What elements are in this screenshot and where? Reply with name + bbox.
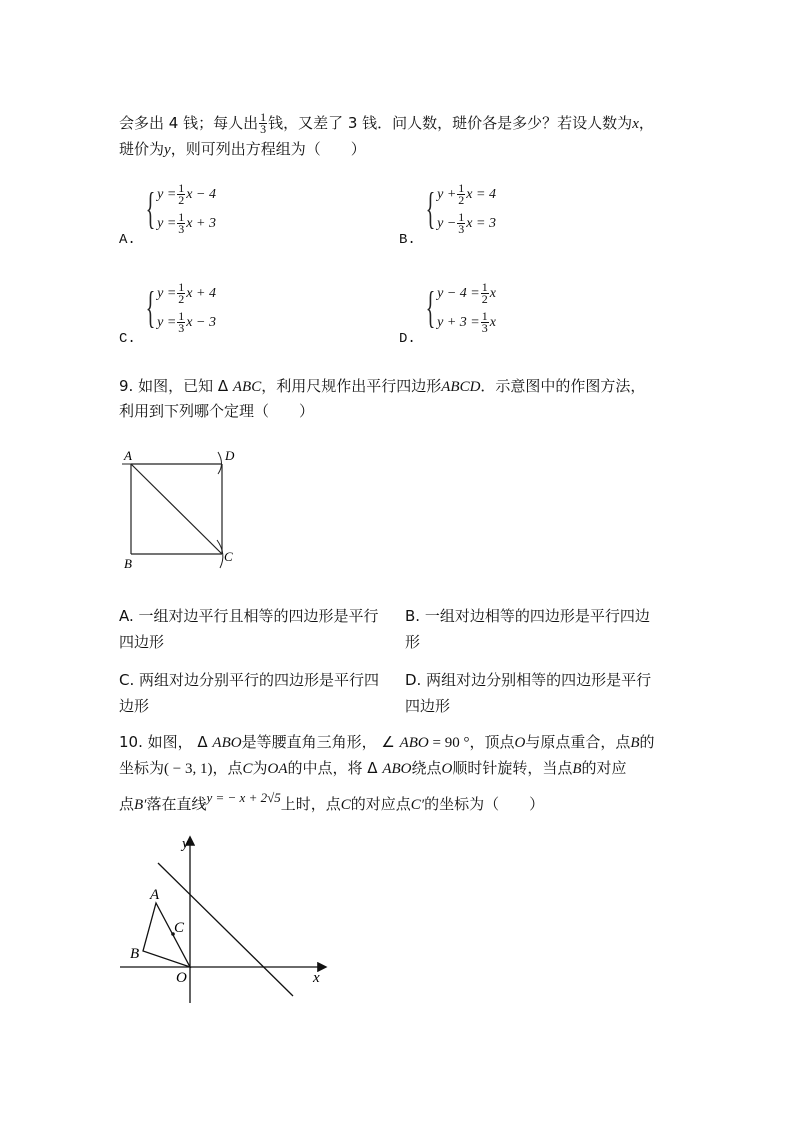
equation: y − 4 = $\frac{1}{2}$ x bbox=[437, 280, 496, 306]
q8-text: 会多出 4 钱；每人出 bbox=[119, 114, 259, 132]
q9-option-d: D. 两组对边分别相等的四边形是平行 四边形 bbox=[405, 671, 652, 715]
q8-option-equation-system bbox=[140, 282, 216, 334]
q9-option-a: A. 一组对边平行且相等的四边形是平行 四边形 bbox=[119, 607, 379, 651]
label-C: C bbox=[224, 549, 233, 564]
equation: y − $\frac{1}{3}$ x = 3 bbox=[437, 210, 496, 236]
label-x: x bbox=[313, 970, 320, 986]
q10-line-1: 10. 如图， Δ ABO是等腰直角三角形， ∠ ABO = 90 °，顶点O与原点重合，点B的 bbox=[119, 733, 655, 751]
q10-line-3: 点B′落在直线y = − x + 2√5上时，点C的对应点C′的坐标为（ ） bbox=[119, 790, 545, 813]
label-A: A bbox=[124, 448, 132, 463]
q9-option-c: C. 两组对边分别平行的四边形是平行四 边形 bbox=[119, 671, 380, 715]
label-y: y bbox=[182, 836, 189, 852]
line-equation: y = − x + 2√5 bbox=[206, 790, 281, 805]
brace: { bbox=[145, 184, 156, 233]
label-B: B bbox=[124, 556, 132, 571]
fraction: $\frac{1}{2}$ bbox=[178, 181, 185, 207]
equation: y = $\frac{1}{3}$ x + 3 bbox=[157, 210, 216, 236]
equation: y + $\frac{1}{2}$ x = 4 bbox=[437, 181, 496, 207]
q8-line-2: 琎价为y，则可列出方程组为（ ） bbox=[119, 140, 366, 158]
fraction: $\frac{1}{2}$ bbox=[481, 280, 488, 306]
fraction: $\frac{1}{2}$ bbox=[178, 280, 185, 306]
q8-option-label: D. bbox=[399, 331, 416, 347]
brace: { bbox=[145, 283, 156, 332]
q8-option-label: A. bbox=[119, 232, 136, 248]
q9-line-1: 9. 如图，已知 Δ ABC，利用尺规作出平行四边形ABCD．示意图中的作图方法， bbox=[119, 377, 646, 395]
q8-option-equation-system bbox=[420, 183, 496, 235]
fraction: $\frac{1}{3}$ bbox=[260, 110, 267, 136]
label-D: D bbox=[225, 448, 235, 463]
q8-option-equation-system bbox=[140, 183, 216, 235]
fraction: $\frac{1}{3}$ bbox=[178, 309, 185, 335]
equation: y = $\frac{1}{3}$ x − 3 bbox=[157, 309, 216, 335]
label-C: C bbox=[174, 920, 185, 936]
q9-line-2: 利用到下列哪个定理（ ） bbox=[119, 402, 315, 420]
equation: y = $\frac{1}{2}$ x + 4 bbox=[157, 280, 216, 306]
q8-option-label: B. bbox=[399, 232, 416, 248]
coordinate-figure bbox=[110, 828, 340, 1008]
label-O: O bbox=[176, 970, 187, 986]
equation: y = $\frac{1}{2}$ x − 4 bbox=[157, 181, 216, 207]
parallelogram-figure bbox=[110, 440, 250, 575]
fraction: $\frac{1}{3}$ bbox=[458, 210, 465, 236]
fraction: $\frac{1}{3}$ bbox=[481, 309, 488, 335]
q9-option-b: B. 一组对边相等的四边形是平行四边 形 bbox=[405, 607, 650, 651]
equation: y + 3 = $\frac{1}{3}$ x bbox=[437, 309, 496, 335]
q8-line-1: 会多出 4 钱；每人出 $\frac{1}{3}$ 钱，又差了 3 钱．问人数，琎价各是多少？若设人数为x， bbox=[119, 110, 654, 136]
q10-line-2: 坐标为( − 3, 1)，点C为OA的中点，将 Δ ABO绕点O顺时针旋转，当点B的对应 bbox=[119, 759, 627, 777]
label-A: A bbox=[150, 887, 160, 903]
q8-option-label: C. bbox=[119, 331, 136, 347]
brace: { bbox=[425, 184, 436, 233]
brace: { bbox=[425, 283, 436, 332]
label-B: B bbox=[130, 946, 140, 962]
fraction: $\frac{1}{3}$ bbox=[178, 210, 185, 236]
q8-option-equation-system bbox=[420, 282, 496, 334]
fraction: $\frac{1}{2}$ bbox=[458, 181, 465, 207]
